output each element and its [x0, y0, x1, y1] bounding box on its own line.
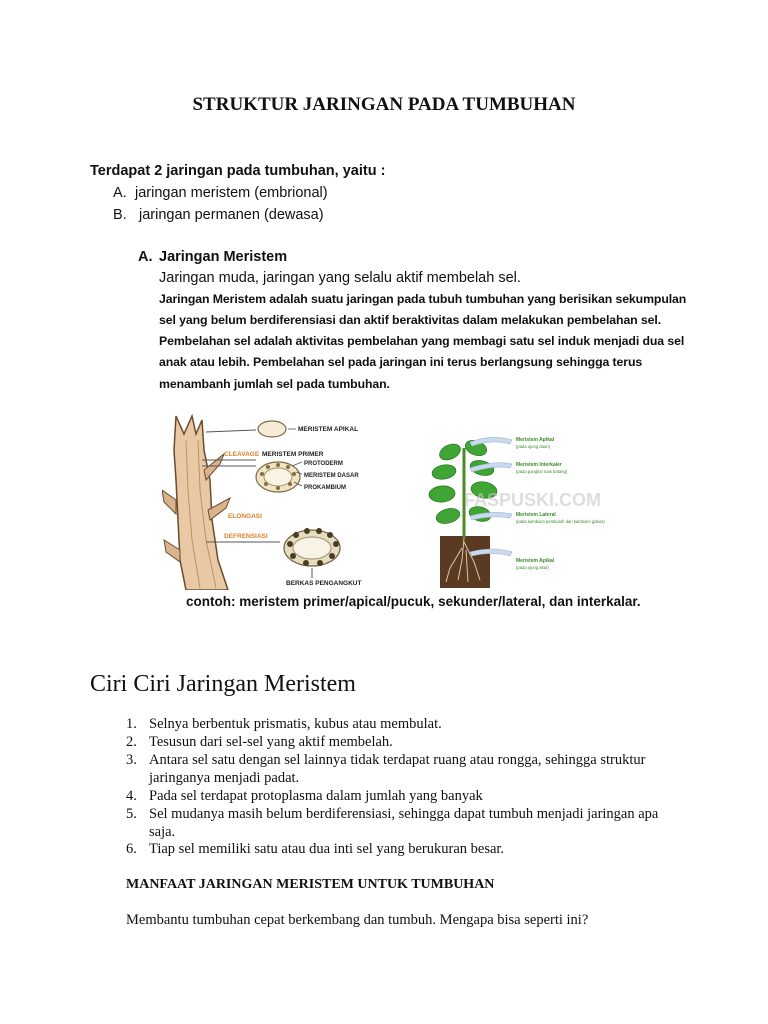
- label-dasar: MERISTEM DASAR: [304, 473, 359, 479]
- list-number: 6.: [126, 841, 137, 857]
- manfaat-text: Membantu tumbuhan cepat berkembang dan tumbuh. Mengapa bisa seperti ini?: [126, 912, 589, 928]
- list-item-text: jaringan permanen (dewasa): [139, 207, 324, 223]
- plant-meristem-diagram: [404, 430, 648, 588]
- label-meristem: Meristem Lateral: [516, 512, 556, 518]
- label-protoderm: PROTODERM: [304, 461, 343, 467]
- page-title: STRUKTUR JARINGAN PADA TUMBUHAN: [192, 94, 576, 115]
- label-meristem-sub: (pada pangkal ruas batang): [516, 469, 568, 474]
- list-number: 2.: [126, 734, 137, 750]
- paragraph-line: Pembelahan sel adalah aktivitas pembelahan yang membagi satu sel induk menjadi dua sel: [159, 334, 685, 348]
- label-apical: MERISTEM APIKAL: [298, 426, 359, 433]
- list-item-text: Tesusun dari sel-sel yang aktif membelah.: [149, 734, 393, 750]
- vascular-disk-inner: [293, 537, 331, 559]
- section-line: Jaringan muda, jaringan yang selalu aktif membelah sel.: [159, 270, 521, 286]
- list-item-text: Pada sel terdapat protoplasma dalam jumlah yang banyak: [149, 788, 483, 804]
- paragraph-line: anak atau lebih. Pembelahan sel pada jaringan ini terus berlangsung sehingga terus: [159, 355, 643, 369]
- label-primer: MERISTEM PRIMER: [262, 451, 324, 458]
- section-heading-text: Jaringan Meristem: [159, 249, 288, 265]
- section-heading-ciri: Ciri Ciri Jaringan Meristem: [90, 671, 356, 697]
- intro-text: Terdapat 2 jaringan pada tumbuhan, yaitu :: [90, 163, 386, 179]
- paragraph-line: sel yang belum berdiferensiasi dan aktif beraktivitas dalam melakukan pembelahan sel.: [159, 313, 662, 327]
- label-meristem-sub: (pada ujung akar): [516, 565, 549, 570]
- meristem-stem-diagram: [162, 410, 380, 590]
- section-heading: [138, 249, 287, 265]
- primary-meristem-inner: [264, 468, 292, 486]
- list-item: [126, 752, 686, 787]
- paragraph-line: menambanh jumlah sel pada tumbuhan.: [159, 377, 390, 391]
- label-elongasi: ELONGASI: [228, 513, 262, 520]
- label-meristem: Meristem Apikal: [516, 437, 555, 443]
- list-item-b: [113, 207, 324, 223]
- label-meristem: Meristem Apikal: [516, 558, 555, 564]
- list-item-text: Antara sel satu dengan sel lainnya tidak terdapat ruang atau rongga, sehingga struktur jaringanya menjadi padat.: [149, 752, 646, 786]
- label-cleavage: CLEAVAGE: [224, 451, 260, 458]
- figure-caption: contoh: meristem primer/apical/pucuk, sekunder/lateral, dan interkalar.: [186, 594, 641, 609]
- list-marker: B.: [113, 207, 127, 223]
- paragraph-line: Jaringan Meristem adalah suatu jaringan pada tubuh tumbuhan yang berisikan sekumpulan: [159, 292, 687, 306]
- list-number: 1.: [126, 716, 137, 732]
- list-item-text: Sel mudanya masih belum berdiferensiasi, sehingga dapat tumbuh menjadi jaringan apa saja.: [149, 806, 659, 840]
- label-defrensiasi: DEFRENSIASI: [224, 533, 268, 540]
- label-prokambium: PROKAMBIUM: [304, 485, 346, 491]
- list-item-text: jaringan meristem (embrional): [135, 185, 328, 201]
- watermark: FASPUSKI.COM: [464, 490, 602, 510]
- list-item: [126, 716, 686, 734]
- list-number: 3.: [126, 752, 137, 768]
- list-number: 5.: [126, 806, 137, 822]
- list-item-text: Selnya berbentuk prismatis, kubus atau membulat.: [149, 716, 442, 732]
- list-item-a: [113, 185, 328, 201]
- list-item: [126, 788, 686, 806]
- label-meristem-sub: (pada ujung daun): [516, 444, 550, 449]
- list-item: [126, 806, 686, 841]
- apical-disk: [258, 421, 286, 437]
- section-marker: A.: [138, 249, 153, 265]
- list-marker: A.: [113, 185, 127, 201]
- list-item-text: Tiap sel memiliki satu atau dua inti sel yang berukuran besar.: [149, 841, 505, 857]
- label-meristem-sub: (pada kambium pembuluh dan kambium gabus): [516, 519, 605, 524]
- manfaat-heading: MANFAAT JARINGAN MERISTEM UNTUK TUMBUHAN: [126, 877, 495, 892]
- label-meristem: Meristem Interkaler: [516, 462, 562, 468]
- list-item: [126, 734, 686, 752]
- label-berkas: BERKAS PENGANGKUT: [286, 580, 362, 587]
- list-number: 4.: [126, 788, 137, 804]
- list-item: [126, 841, 686, 859]
